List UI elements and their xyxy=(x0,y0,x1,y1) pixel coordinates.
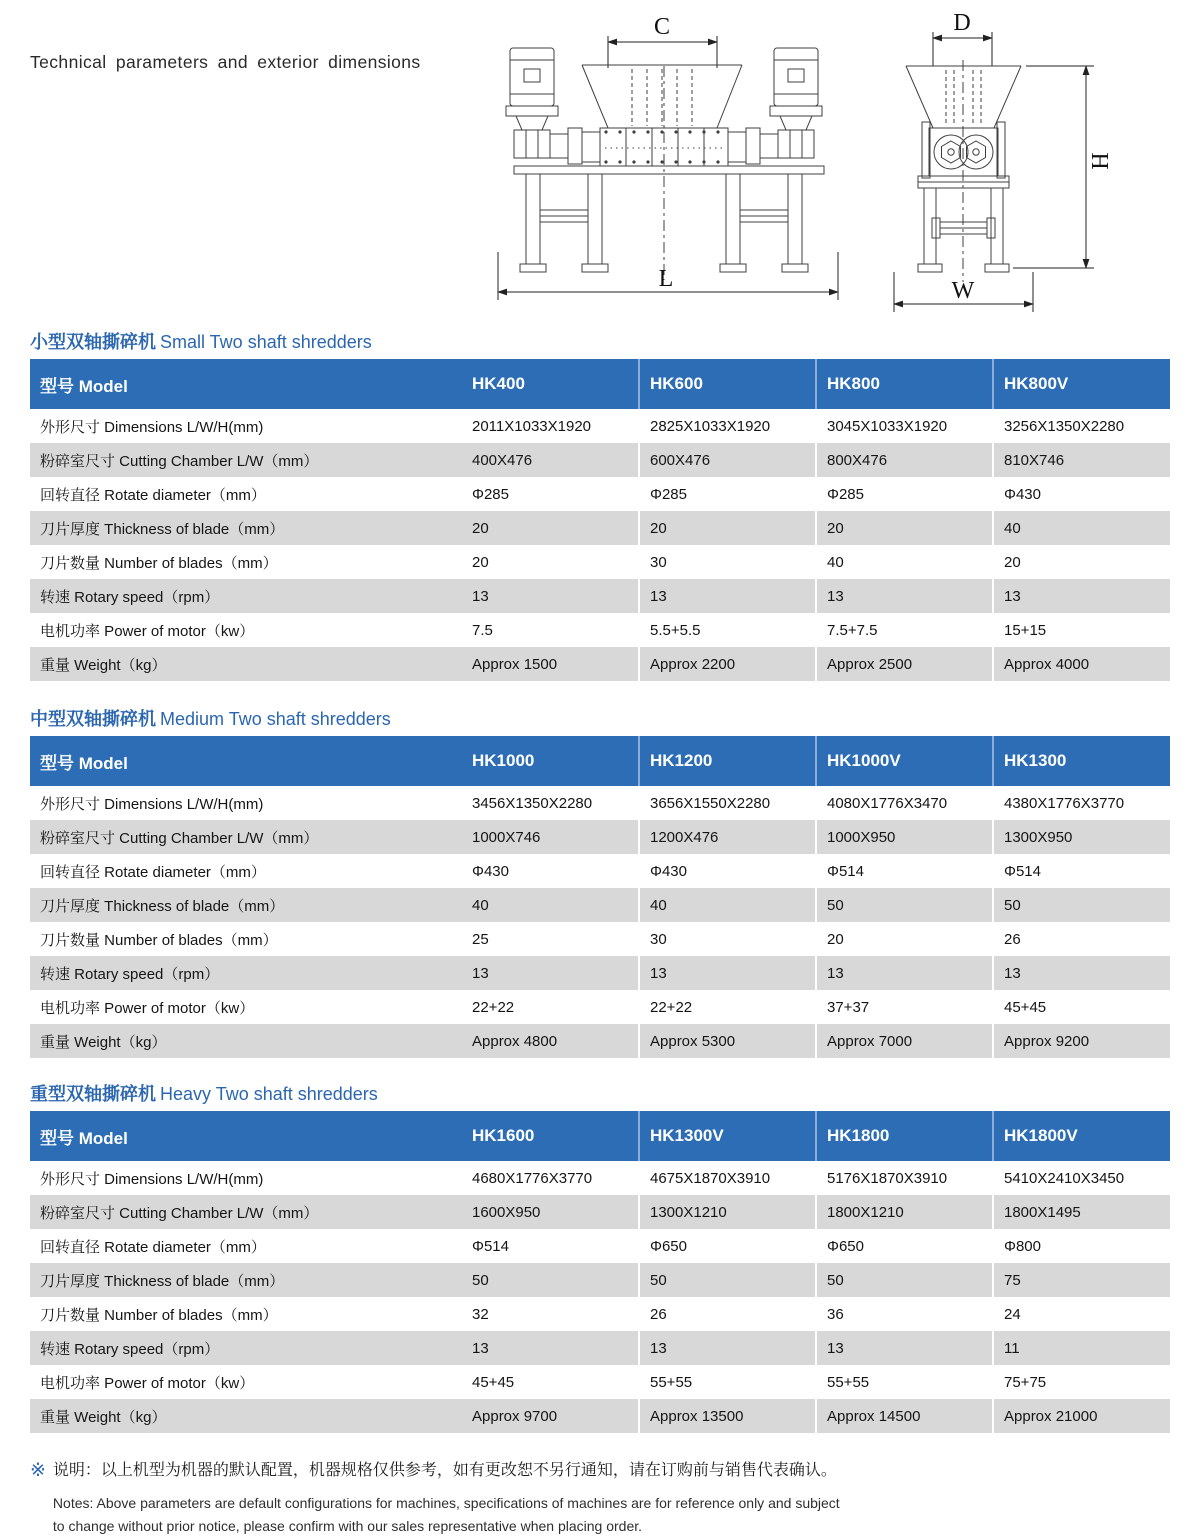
spec-value-cell: 20 xyxy=(816,922,993,956)
spec-value-cell: 3456X1350X2280 xyxy=(472,794,593,812)
hopper-front xyxy=(582,65,742,128)
spec-value-cell: 13 xyxy=(993,579,1170,613)
model-column-header: HK600 xyxy=(639,359,816,409)
front-view-drawing xyxy=(486,12,851,312)
row-label-zh: 刀片数量 xyxy=(40,554,101,572)
spec-row xyxy=(30,1399,1170,1433)
section-title-zh: 重型双轴撕碎机 xyxy=(30,1084,156,1104)
row-label-zh: 刀片数量 xyxy=(40,1306,101,1324)
row-label-zh: 刀片厚度 xyxy=(40,520,101,538)
spec-value-cell: Φ514 xyxy=(993,854,1170,888)
model-column-header: HK1000V xyxy=(816,736,993,786)
row-label-zh: 转速 xyxy=(40,1340,71,1358)
model-column-header: HK1800V xyxy=(993,1111,1170,1161)
row-label-zh: 电机功率 xyxy=(40,999,101,1017)
dim-label-w: W xyxy=(951,278,975,304)
row-label-zh: 回转直径 xyxy=(40,863,101,881)
row-label: 电机功率 Power of motor（kw） xyxy=(40,622,255,640)
row-label: 刀片厚度 Thickness of blade（mm） xyxy=(40,1272,285,1290)
spec-value-cell: 13 xyxy=(472,587,489,605)
spec-row xyxy=(30,854,1170,888)
spec-value-cell: 1300X950 xyxy=(993,820,1170,854)
spec-value-cell: 1000X746 xyxy=(472,828,541,846)
row-label-zh: 粉碎室尺寸 xyxy=(40,452,116,470)
spec-content xyxy=(30,331,1170,1538)
section-title-en: Medium Two shaft shredders xyxy=(160,709,391,729)
row-label-zh: 外形尺寸 xyxy=(40,418,101,436)
section-heavy-shredders xyxy=(30,1083,1170,1433)
spec-value-cell: 13 xyxy=(816,1331,993,1365)
row-label: 转速 Rotary speed（rpm） xyxy=(40,1340,220,1358)
spec-value-cell: Φ514 xyxy=(816,854,993,888)
spec-value-cell: 45+45 xyxy=(993,990,1170,1024)
row-label-zh: 刀片厚度 xyxy=(40,897,101,915)
model-column-header: HK1300 xyxy=(993,736,1170,786)
row-label: 刀片厚度 Thickness of blade（mm） xyxy=(40,520,285,538)
row-label-zh: 回转直径 xyxy=(40,486,101,504)
spec-value-cell: 40 xyxy=(816,545,993,579)
row-label: 回转直径 Rotate diameter（mm） xyxy=(40,863,266,881)
spec-value-cell: 22+22 xyxy=(639,990,816,1024)
spec-value-cell: 1800X1495 xyxy=(993,1195,1170,1229)
spec-value-cell: 50 xyxy=(639,1263,816,1297)
side-view-drawing xyxy=(880,10,1140,322)
spec-value-cell: 22+22 xyxy=(472,998,515,1016)
spec-value-cell: 7.5 xyxy=(472,621,493,639)
spec-value-cell: Φ430 xyxy=(993,477,1170,511)
notes-block xyxy=(30,1459,1170,1538)
spec-value-cell: 50 xyxy=(816,888,993,922)
spec-value-cell: Approx 2500 xyxy=(816,647,993,681)
spec-value-cell: Approx 4000 xyxy=(993,647,1170,681)
spec-value-cell: 1800X1210 xyxy=(816,1195,993,1229)
model-header-cell: 型号 Model xyxy=(30,1111,462,1161)
section-title-zh: 中型双轴撕碎机 xyxy=(30,709,156,729)
model-column-header: HK800 xyxy=(816,359,993,409)
spec-value-cell: 37+37 xyxy=(816,990,993,1024)
note-body xyxy=(53,1459,840,1538)
spec-row xyxy=(30,1331,1170,1365)
spec-value-cell: 4675X1870X3910 xyxy=(639,1161,816,1195)
row-label-zh: 外形尺寸 xyxy=(40,795,101,813)
spec-row xyxy=(30,1229,1170,1263)
spec-value-cell: 20 xyxy=(472,519,489,537)
row-label: 刀片数量 Number of blades（mm） xyxy=(40,931,278,949)
model-column-header: HK400 xyxy=(462,359,639,409)
spec-row xyxy=(30,922,1170,956)
spec-value-cell: Approx 21000 xyxy=(993,1399,1170,1433)
row-label-zh: 回转直径 xyxy=(40,1238,101,1256)
dim-label-h: H xyxy=(1086,152,1112,170)
row-label: 外形尺寸 Dimensions L/W/H(mm) xyxy=(40,795,264,813)
spec-value-cell: 13 xyxy=(639,1331,816,1365)
spec-row xyxy=(30,820,1170,854)
spec-value-cell: Approx 4800 xyxy=(472,1032,558,1050)
spec-value-cell: 30 xyxy=(639,545,816,579)
spec-value-cell: Φ430 xyxy=(639,854,816,888)
section-small-shredders xyxy=(30,331,1170,681)
spec-value-cell: 13 xyxy=(639,956,816,990)
spec-row xyxy=(30,1024,1170,1058)
row-label: 回转直径 Rotate diameter（mm） xyxy=(40,1238,266,1256)
row-label: 外形尺寸 Dimensions L/W/H(mm) xyxy=(40,418,264,436)
row-label: 重量 Weight（kg） xyxy=(40,1033,167,1051)
dim-label-l: L xyxy=(658,266,674,292)
reference-mark-icon: ※ xyxy=(30,1460,46,1481)
spec-value-cell: 20 xyxy=(816,511,993,545)
spec-row xyxy=(30,786,1170,820)
spec-value-cell: 400X476 xyxy=(472,451,533,469)
row-label-zh: 重量 xyxy=(40,1408,71,1426)
row-label-zh: 电机功率 xyxy=(40,1374,101,1392)
row-label: 刀片数量 Number of blades（mm） xyxy=(40,554,278,572)
row-label: 粉碎室尺寸 Cutting Chamber L/W（mm） xyxy=(40,1204,319,1222)
row-label: 粉碎室尺寸 Cutting Chamber L/W（mm） xyxy=(40,829,319,847)
spec-value-cell: 810X746 xyxy=(993,443,1170,477)
spec-value-cell: 40 xyxy=(472,896,489,914)
spec-value-cell: 13 xyxy=(639,579,816,613)
row-label: 粉碎室尺寸 Cutting Chamber L/W（mm） xyxy=(40,452,319,470)
section-title-en: Small Two shaft shredders xyxy=(160,332,372,352)
spec-row xyxy=(30,956,1170,990)
spec-value-cell: 55+55 xyxy=(639,1365,816,1399)
spec-value-cell: Φ650 xyxy=(639,1229,816,1263)
spec-value-cell: 40 xyxy=(993,511,1170,545)
spec-value-cell: Φ650 xyxy=(816,1229,993,1263)
note-text-zh: 说明：以上机型为机器的默认配置，机器规格仅供参考，如有更改恕不另行通知，请在订购前与销售代表确认。 xyxy=(52,1462,837,1479)
spec-value-cell: 32 xyxy=(472,1305,489,1323)
model-column-header: HK1600 xyxy=(462,1111,639,1161)
spec-value-cell: 13 xyxy=(472,1339,489,1357)
spec-value-cell: 20 xyxy=(993,545,1170,579)
dim-label-c: C xyxy=(653,14,671,40)
section-title xyxy=(30,331,1170,353)
spec-value-cell: 20 xyxy=(472,553,489,571)
spec-value-cell: 1200X476 xyxy=(639,820,816,854)
spec-value-cell: Φ800 xyxy=(993,1229,1170,1263)
spec-value-cell: 55+55 xyxy=(816,1365,993,1399)
spec-value-cell: 45+45 xyxy=(472,1373,515,1391)
model-column-header: HK1800 xyxy=(816,1111,993,1161)
row-label-zh: 转速 xyxy=(40,588,71,606)
spec-value-cell: 5176X1870X3910 xyxy=(816,1161,993,1195)
spec-value-cell: 5.5+5.5 xyxy=(639,613,816,647)
spec-row xyxy=(30,1365,1170,1399)
row-label-zh: 刀片厚度 xyxy=(40,1272,101,1290)
model-column-header: HK1300V xyxy=(639,1111,816,1161)
model-column-header: HK1000 xyxy=(462,736,639,786)
spec-value-cell: Approx 14500 xyxy=(816,1399,993,1433)
spec-value-cell: 13 xyxy=(816,956,993,990)
spec-value-cell: 36 xyxy=(816,1297,993,1331)
model-header-cell: 型号 Model xyxy=(30,359,462,409)
stand-frame-front xyxy=(514,166,824,272)
section-title-en: Heavy Two shaft shredders xyxy=(160,1084,378,1104)
spec-value-cell: 50 xyxy=(472,1271,489,1289)
spec-value-cell: 26 xyxy=(993,922,1170,956)
spec-value-cell: 3256X1350X2280 xyxy=(993,409,1170,443)
row-label: 重量 Weight（kg） xyxy=(40,656,167,674)
spec-row xyxy=(30,477,1170,511)
note-text-en-line1: Notes: Above parameters are default configurations for machines, specifications of machines are for reference only and subject xyxy=(52,1495,840,1511)
spec-table-small xyxy=(30,359,1170,681)
spec-value-cell: 13 xyxy=(816,579,993,613)
spec-row xyxy=(30,443,1170,477)
row-label: 重量 Weight（kg） xyxy=(40,1408,167,1426)
spec-value-cell: 75 xyxy=(993,1263,1170,1297)
spec-row xyxy=(30,1263,1170,1297)
spec-value-cell: Φ285 xyxy=(472,485,509,503)
spec-value-cell: Φ285 xyxy=(639,477,816,511)
row-label-zh: 粉碎室尺寸 xyxy=(40,829,116,847)
spec-value-cell: 11 xyxy=(993,1331,1170,1365)
side-view-svg xyxy=(880,10,1140,322)
spec-value-cell: 2011X1033X1920 xyxy=(472,417,592,435)
spec-value-cell: Φ285 xyxy=(816,477,993,511)
model-header-row xyxy=(30,359,1170,409)
spec-value-cell: 25 xyxy=(472,930,489,948)
row-label-zh: 电机功率 xyxy=(40,622,101,640)
spec-value-cell: Approx 7000 xyxy=(816,1024,993,1058)
spec-value-cell: 7.5+7.5 xyxy=(816,613,993,647)
spec-table-heavy xyxy=(30,1111,1170,1433)
spec-value-cell: 26 xyxy=(639,1297,816,1331)
spec-value-cell: 24 xyxy=(993,1297,1170,1331)
spec-table-medium xyxy=(30,736,1170,1058)
model-header-cell: 型号 Model xyxy=(30,736,462,786)
spec-value-cell: 3656X1550X2280 xyxy=(639,786,816,820)
spec-value-cell: 5410X2410X3450 xyxy=(993,1161,1170,1195)
spec-value-cell: Φ514 xyxy=(472,1237,509,1255)
spec-value-cell: 4380X1776X3770 xyxy=(993,786,1170,820)
row-label-zh: 外形尺寸 xyxy=(40,1170,101,1188)
section-title xyxy=(30,1083,1170,1105)
spec-row xyxy=(30,545,1170,579)
row-label: 刀片厚度 Thickness of blade（mm） xyxy=(40,897,285,915)
spec-value-cell: Approx 2200 xyxy=(639,647,816,681)
page-title: Technical parameters and exterior dimensions xyxy=(30,52,421,72)
section-medium-shredders xyxy=(30,708,1170,1058)
spec-row xyxy=(30,990,1170,1024)
spec-value-cell: 75+75 xyxy=(993,1365,1170,1399)
spec-value-cell: 800X476 xyxy=(816,443,993,477)
spec-row xyxy=(30,888,1170,922)
row-label: 电机功率 Power of motor（kw） xyxy=(40,999,255,1017)
row-label: 转速 Rotary speed（rpm） xyxy=(40,965,220,983)
spec-value-cell: 40 xyxy=(639,888,816,922)
section-title xyxy=(30,708,1170,730)
dim-label-d: D xyxy=(953,10,971,36)
row-label: 外形尺寸 Dimensions L/W/H(mm) xyxy=(40,1170,264,1188)
spec-value-cell: Approx 13500 xyxy=(639,1399,816,1433)
row-label-zh: 粉碎室尺寸 xyxy=(40,1204,116,1222)
spec-value-cell: 600X476 xyxy=(639,443,816,477)
row-label-zh: 刀片数量 xyxy=(40,931,101,949)
spec-row xyxy=(30,647,1170,681)
spec-value-cell: 50 xyxy=(816,1263,993,1297)
spec-value-cell: 30 xyxy=(639,922,816,956)
row-label: 回转直径 Rotate diameter（mm） xyxy=(40,486,266,504)
spec-row xyxy=(30,579,1170,613)
row-label: 转速 Rotary speed（rpm） xyxy=(40,588,220,606)
spec-value-cell: Approx 9200 xyxy=(993,1024,1170,1058)
spec-value-cell: 1300X1210 xyxy=(639,1195,816,1229)
row-label-zh: 转速 xyxy=(40,965,71,983)
spec-value-cell: Approx 9700 xyxy=(472,1407,558,1425)
front-view-svg xyxy=(486,12,851,312)
row-label: 电机功率 Power of motor（kw） xyxy=(40,1374,255,1392)
spec-row xyxy=(30,613,1170,647)
spec-value-cell: 1000X950 xyxy=(816,820,993,854)
spec-value-cell: 4680X1776X3770 xyxy=(472,1169,593,1187)
spec-row xyxy=(30,1161,1170,1195)
spec-value-cell: 20 xyxy=(639,511,816,545)
spec-value-cell: 4080X1776X3470 xyxy=(816,786,993,820)
spec-value-cell: Approx 1500 xyxy=(472,655,558,673)
note-text-en-line2: to change without prior notice, please confirm with our sales representative when placing order. xyxy=(52,1518,643,1534)
spec-value-cell: 15+15 xyxy=(993,613,1170,647)
spec-value-cell: 2825X1033X1920 xyxy=(639,409,816,443)
spec-value-cell: Approx 5300 xyxy=(639,1024,816,1058)
model-column-header: HK1200 xyxy=(639,736,816,786)
model-column-header: HK800V xyxy=(993,359,1170,409)
section-title-zh: 小型双轴撕碎机 xyxy=(30,332,156,352)
spec-row xyxy=(30,511,1170,545)
row-label-zh: 重量 xyxy=(40,1033,71,1051)
row-label: 刀片数量 Number of blades（mm） xyxy=(40,1306,278,1324)
spec-value-cell: Φ430 xyxy=(472,862,509,880)
spec-value-cell: 1600X950 xyxy=(472,1203,541,1221)
spec-value-cell: 3045X1033X1920 xyxy=(816,409,993,443)
spec-row xyxy=(30,1195,1170,1229)
model-header-row xyxy=(30,1111,1170,1161)
spec-value-cell: 13 xyxy=(993,956,1170,990)
row-label-zh: 重量 xyxy=(40,656,71,674)
spec-value-cell: 50 xyxy=(993,888,1170,922)
model-header-row xyxy=(30,736,1170,786)
spec-value-cell: 13 xyxy=(472,964,489,982)
spec-row xyxy=(30,1297,1170,1331)
spec-row xyxy=(30,409,1170,443)
